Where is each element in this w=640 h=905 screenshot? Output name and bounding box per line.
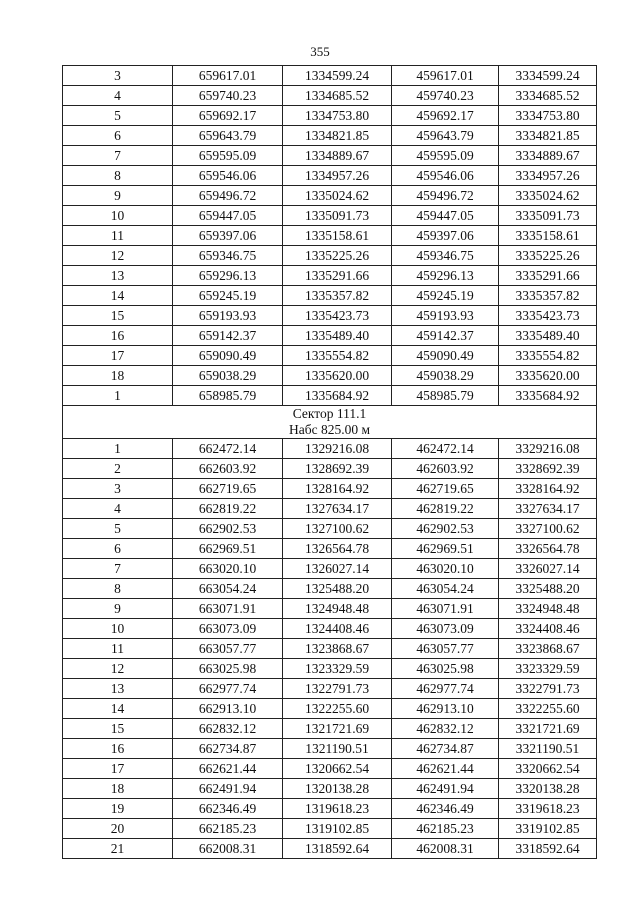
y-coordinate-cell: 1326027.14 <box>283 559 392 579</box>
y-coordinate-cell: 1334821.85 <box>283 126 392 146</box>
x-coordinate-cell: 658985.79 <box>173 386 283 406</box>
point-number-cell: 6 <box>63 539 173 559</box>
point-number-cell: 2 <box>63 459 173 479</box>
y2-coordinate-cell: 3329216.08 <box>499 439 597 459</box>
y-coordinate-cell: 1335684.92 <box>283 386 392 406</box>
y-coordinate-cell: 1320662.54 <box>283 759 392 779</box>
table-row <box>63 559 597 579</box>
point-number-cell: 1 <box>63 439 173 459</box>
point-number-cell: 19 <box>63 799 173 819</box>
y2-coordinate-cell: 3327100.62 <box>499 519 597 539</box>
y2-coordinate-cell: 3319618.23 <box>499 799 597 819</box>
y-coordinate-cell: 1323329.59 <box>283 659 392 679</box>
point-number-cell: 4 <box>63 86 173 106</box>
point-number-cell: 11 <box>63 639 173 659</box>
table-row <box>63 799 597 819</box>
point-number-cell: 9 <box>63 599 173 619</box>
y2-coordinate-cell: 3319102.85 <box>499 819 597 839</box>
y-coordinate-cell: 1329216.08 <box>283 439 392 459</box>
point-number-cell: 13 <box>63 266 173 286</box>
point-number-cell: 14 <box>63 699 173 719</box>
coordinates-rows-before <box>63 66 597 406</box>
point-number-cell: 7 <box>63 559 173 579</box>
y-coordinate-cell: 1334599.24 <box>283 66 392 86</box>
sector-height: Набс 825.00 м <box>288 422 371 437</box>
x2-coordinate-cell: 462913.10 <box>392 699 499 719</box>
table-row <box>63 659 597 679</box>
table-row <box>63 386 597 406</box>
x2-coordinate-cell: 462491.94 <box>392 779 499 799</box>
x-coordinate-cell: 662734.87 <box>173 739 283 759</box>
y2-coordinate-cell: 3328692.39 <box>499 459 597 479</box>
x-coordinate-cell: 659643.79 <box>173 126 283 146</box>
coordinates-rows-after <box>63 439 597 859</box>
y-coordinate-cell: 1335225.26 <box>283 246 392 266</box>
x-coordinate-cell: 662346.49 <box>173 799 283 819</box>
y2-coordinate-cell: 3320138.28 <box>499 779 597 799</box>
y2-coordinate-cell: 3323329.59 <box>499 659 597 679</box>
x2-coordinate-cell: 459245.19 <box>392 286 499 306</box>
table-row <box>63 679 597 699</box>
y2-coordinate-cell: 3335158.61 <box>499 226 597 246</box>
y2-coordinate-cell: 3321190.51 <box>499 739 597 759</box>
table-row <box>63 459 597 479</box>
table-row <box>63 579 597 599</box>
y-coordinate-cell: 1318592.64 <box>283 839 392 859</box>
y2-coordinate-cell: 3334753.80 <box>499 106 597 126</box>
x-coordinate-cell: 663054.24 <box>173 579 283 599</box>
y2-coordinate-cell: 3335357.82 <box>499 286 597 306</box>
x-coordinate-cell: 659346.75 <box>173 246 283 266</box>
y-coordinate-cell: 1334753.80 <box>283 106 392 126</box>
x-coordinate-cell: 663057.77 <box>173 639 283 659</box>
x2-coordinate-cell: 462734.87 <box>392 739 499 759</box>
x-coordinate-cell: 662913.10 <box>173 699 283 719</box>
point-number-cell: 15 <box>63 306 173 326</box>
y2-coordinate-cell: 3335489.40 <box>499 326 597 346</box>
y-coordinate-cell: 1323868.67 <box>283 639 392 659</box>
point-number-cell: 11 <box>63 226 173 246</box>
x-coordinate-cell: 662491.94 <box>173 779 283 799</box>
x-coordinate-cell: 659090.49 <box>173 346 283 366</box>
table-row <box>63 366 597 386</box>
table-row <box>63 539 597 559</box>
y2-coordinate-cell: 3334957.26 <box>499 166 597 186</box>
y2-coordinate-cell: 3325488.20 <box>499 579 597 599</box>
sector-title: Сектор 111.1 <box>292 406 367 421</box>
y-coordinate-cell: 1335091.73 <box>283 206 392 226</box>
table-row <box>63 499 597 519</box>
table-row <box>63 759 597 779</box>
y2-coordinate-cell: 3318592.64 <box>499 839 597 859</box>
point-number-cell: 21 <box>63 839 173 859</box>
x2-coordinate-cell: 463020.10 <box>392 559 499 579</box>
y-coordinate-cell: 1335158.61 <box>283 226 392 246</box>
y2-coordinate-cell: 3334889.67 <box>499 146 597 166</box>
x2-coordinate-cell: 459296.13 <box>392 266 499 286</box>
y-coordinate-cell: 1335620.00 <box>283 366 392 386</box>
x-coordinate-cell: 662819.22 <box>173 499 283 519</box>
y-coordinate-cell: 1319102.85 <box>283 819 392 839</box>
table-row <box>63 246 597 266</box>
point-number-cell: 4 <box>63 499 173 519</box>
point-number-cell: 16 <box>63 739 173 759</box>
x-coordinate-cell: 662719.65 <box>173 479 283 499</box>
point-number-cell: 17 <box>63 346 173 366</box>
table-row <box>63 226 597 246</box>
y-coordinate-cell: 1328164.92 <box>283 479 392 499</box>
x2-coordinate-cell: 458985.79 <box>392 386 499 406</box>
y2-coordinate-cell: 3335684.92 <box>499 386 597 406</box>
point-number-cell: 12 <box>63 246 173 266</box>
y-coordinate-cell: 1335024.62 <box>283 186 392 206</box>
x2-coordinate-cell: 463073.09 <box>392 619 499 639</box>
x2-coordinate-cell: 459595.09 <box>392 146 499 166</box>
table-row <box>63 719 597 739</box>
y2-coordinate-cell: 3335620.00 <box>499 366 597 386</box>
x-coordinate-cell: 659692.17 <box>173 106 283 126</box>
y-coordinate-cell: 1326564.78 <box>283 539 392 559</box>
table-row <box>63 146 597 166</box>
y-coordinate-cell: 1335489.40 <box>283 326 392 346</box>
table-row <box>63 186 597 206</box>
x-coordinate-cell: 659193.93 <box>173 306 283 326</box>
table-row <box>63 439 597 459</box>
table-row <box>63 266 597 286</box>
point-number-cell: 10 <box>63 619 173 639</box>
table-row <box>63 326 597 346</box>
point-number-cell: 8 <box>63 166 173 186</box>
x2-coordinate-cell: 459346.75 <box>392 246 499 266</box>
y2-coordinate-cell: 3335225.26 <box>499 246 597 266</box>
y-coordinate-cell: 1325488.20 <box>283 579 392 599</box>
page-number: 355 <box>310 44 330 59</box>
table-row <box>63 106 597 126</box>
table-row <box>63 126 597 146</box>
y2-coordinate-cell: 3335291.66 <box>499 266 597 286</box>
y2-coordinate-cell: 3334599.24 <box>499 66 597 86</box>
y2-coordinate-cell: 3321721.69 <box>499 719 597 739</box>
coordinates-table <box>62 65 597 859</box>
y-coordinate-cell: 1334685.52 <box>283 86 392 106</box>
x2-coordinate-cell: 463054.24 <box>392 579 499 599</box>
point-number-cell: 8 <box>63 579 173 599</box>
point-number-cell: 14 <box>63 286 173 306</box>
y2-coordinate-cell: 3323868.67 <box>499 639 597 659</box>
y2-coordinate-cell: 3324408.46 <box>499 619 597 639</box>
y2-coordinate-cell: 3327634.17 <box>499 499 597 519</box>
x-coordinate-cell: 659038.29 <box>173 366 283 386</box>
y-coordinate-cell: 1328692.39 <box>283 459 392 479</box>
x-coordinate-cell: 663025.98 <box>173 659 283 679</box>
x2-coordinate-cell: 459397.06 <box>392 226 499 246</box>
x2-coordinate-cell: 459496.72 <box>392 186 499 206</box>
x2-coordinate-cell: 462832.12 <box>392 719 499 739</box>
x-coordinate-cell: 659397.06 <box>173 226 283 246</box>
y-coordinate-cell: 1335291.66 <box>283 266 392 286</box>
x-coordinate-cell: 662008.31 <box>173 839 283 859</box>
y-coordinate-cell: 1335554.82 <box>283 346 392 366</box>
table-row <box>63 779 597 799</box>
point-number-cell: 9 <box>63 186 173 206</box>
y-coordinate-cell: 1321190.51 <box>283 739 392 759</box>
x2-coordinate-cell: 459447.05 <box>392 206 499 226</box>
x2-coordinate-cell: 459546.06 <box>392 166 499 186</box>
point-number-cell: 1 <box>63 386 173 406</box>
x2-coordinate-cell: 462902.53 <box>392 519 499 539</box>
y-coordinate-cell: 1335357.82 <box>283 286 392 306</box>
x-coordinate-cell: 659595.09 <box>173 146 283 166</box>
y-coordinate-cell: 1320138.28 <box>283 779 392 799</box>
x-coordinate-cell: 662902.53 <box>173 519 283 539</box>
x-coordinate-cell: 659142.37 <box>173 326 283 346</box>
x2-coordinate-cell: 462185.23 <box>392 819 499 839</box>
x2-coordinate-cell: 462603.92 <box>392 459 499 479</box>
x-coordinate-cell: 662969.51 <box>173 539 283 559</box>
x-coordinate-cell: 659740.23 <box>173 86 283 106</box>
sector-header-row <box>63 406 597 439</box>
y2-coordinate-cell: 3322255.60 <box>499 699 597 719</box>
x2-coordinate-cell: 459617.01 <box>392 66 499 86</box>
y-coordinate-cell: 1327100.62 <box>283 519 392 539</box>
y-coordinate-cell: 1334889.67 <box>283 146 392 166</box>
y-coordinate-cell: 1327634.17 <box>283 499 392 519</box>
y2-coordinate-cell: 3334821.85 <box>499 126 597 146</box>
table-row <box>63 699 597 719</box>
y2-coordinate-cell: 3335423.73 <box>499 306 597 326</box>
table-row <box>63 839 597 859</box>
x-coordinate-cell: 659245.19 <box>173 286 283 306</box>
point-number-cell: 12 <box>63 659 173 679</box>
x-coordinate-cell: 663020.10 <box>173 559 283 579</box>
table-row <box>63 639 597 659</box>
table-row <box>63 619 597 639</box>
y-coordinate-cell: 1319618.23 <box>283 799 392 819</box>
y2-coordinate-cell: 3335024.62 <box>499 186 597 206</box>
y2-coordinate-cell: 3324948.48 <box>499 599 597 619</box>
point-number-cell: 18 <box>63 779 173 799</box>
x-coordinate-cell: 659496.72 <box>173 186 283 206</box>
y-coordinate-cell: 1322791.73 <box>283 679 392 699</box>
x-coordinate-cell: 659447.05 <box>173 206 283 226</box>
point-number-cell: 5 <box>63 519 173 539</box>
table-row <box>63 66 597 86</box>
x2-coordinate-cell: 459090.49 <box>392 346 499 366</box>
x-coordinate-cell: 662185.23 <box>173 819 283 839</box>
x-coordinate-cell: 662603.92 <box>173 459 283 479</box>
x2-coordinate-cell: 459038.29 <box>392 366 499 386</box>
table-row <box>63 286 597 306</box>
table-row <box>63 166 597 186</box>
x2-coordinate-cell: 459193.93 <box>392 306 499 326</box>
x-coordinate-cell: 662977.74 <box>173 679 283 699</box>
table-row <box>63 479 597 499</box>
y2-coordinate-cell: 3334685.52 <box>499 86 597 106</box>
y2-coordinate-cell: 3326027.14 <box>499 559 597 579</box>
x2-coordinate-cell: 462719.65 <box>392 479 499 499</box>
point-number-cell: 3 <box>63 66 173 86</box>
x2-coordinate-cell: 463057.77 <box>392 639 499 659</box>
x-coordinate-cell: 659296.13 <box>173 266 283 286</box>
table-row <box>63 306 597 326</box>
point-number-cell: 6 <box>63 126 173 146</box>
table-row <box>63 346 597 366</box>
x2-coordinate-cell: 462346.49 <box>392 799 499 819</box>
table-row <box>63 206 597 226</box>
x2-coordinate-cell: 459643.79 <box>392 126 499 146</box>
point-number-cell: 16 <box>63 326 173 346</box>
table-row <box>63 86 597 106</box>
table-row <box>63 519 597 539</box>
x-coordinate-cell: 663071.91 <box>173 599 283 619</box>
x-coordinate-cell: 659546.06 <box>173 166 283 186</box>
y-coordinate-cell: 1335423.73 <box>283 306 392 326</box>
x2-coordinate-cell: 462472.14 <box>392 439 499 459</box>
point-number-cell: 7 <box>63 146 173 166</box>
table-row <box>63 819 597 839</box>
point-number-cell: 5 <box>63 106 173 126</box>
point-number-cell: 13 <box>63 679 173 699</box>
x2-coordinate-cell: 459692.17 <box>392 106 499 126</box>
y2-coordinate-cell: 3320662.54 <box>499 759 597 779</box>
y2-coordinate-cell: 3335091.73 <box>499 206 597 226</box>
y-coordinate-cell: 1334957.26 <box>283 166 392 186</box>
x2-coordinate-cell: 462008.31 <box>392 839 499 859</box>
table-row <box>63 599 597 619</box>
x2-coordinate-cell: 462977.74 <box>392 679 499 699</box>
x2-coordinate-cell: 463025.98 <box>392 659 499 679</box>
x2-coordinate-cell: 459142.37 <box>392 326 499 346</box>
x2-coordinate-cell: 462969.51 <box>392 539 499 559</box>
y-coordinate-cell: 1324408.46 <box>283 619 392 639</box>
point-number-cell: 18 <box>63 366 173 386</box>
y2-coordinate-cell: 3335554.82 <box>499 346 597 366</box>
point-number-cell: 20 <box>63 819 173 839</box>
x-coordinate-cell: 659617.01 <box>173 66 283 86</box>
point-number-cell: 10 <box>63 206 173 226</box>
y2-coordinate-cell: 3328164.92 <box>499 479 597 499</box>
x2-coordinate-cell: 459740.23 <box>392 86 499 106</box>
y-coordinate-cell: 1321721.69 <box>283 719 392 739</box>
y2-coordinate-cell: 3326564.78 <box>499 539 597 559</box>
sector-header <box>63 406 597 439</box>
x-coordinate-cell: 662832.12 <box>173 719 283 739</box>
x-coordinate-cell: 663073.09 <box>173 619 283 639</box>
y2-coordinate-cell: 3322791.73 <box>499 679 597 699</box>
x-coordinate-cell: 662472.14 <box>173 439 283 459</box>
sector-header-group <box>63 406 597 439</box>
y-coordinate-cell: 1324948.48 <box>283 599 392 619</box>
point-number-cell: 3 <box>63 479 173 499</box>
table-row <box>63 739 597 759</box>
x-coordinate-cell: 662621.44 <box>173 759 283 779</box>
point-number-cell: 15 <box>63 719 173 739</box>
point-number-cell: 17 <box>63 759 173 779</box>
x2-coordinate-cell: 462819.22 <box>392 499 499 519</box>
y-coordinate-cell: 1322255.60 <box>283 699 392 719</box>
x2-coordinate-cell: 463071.91 <box>392 599 499 619</box>
x2-coordinate-cell: 462621.44 <box>392 759 499 779</box>
